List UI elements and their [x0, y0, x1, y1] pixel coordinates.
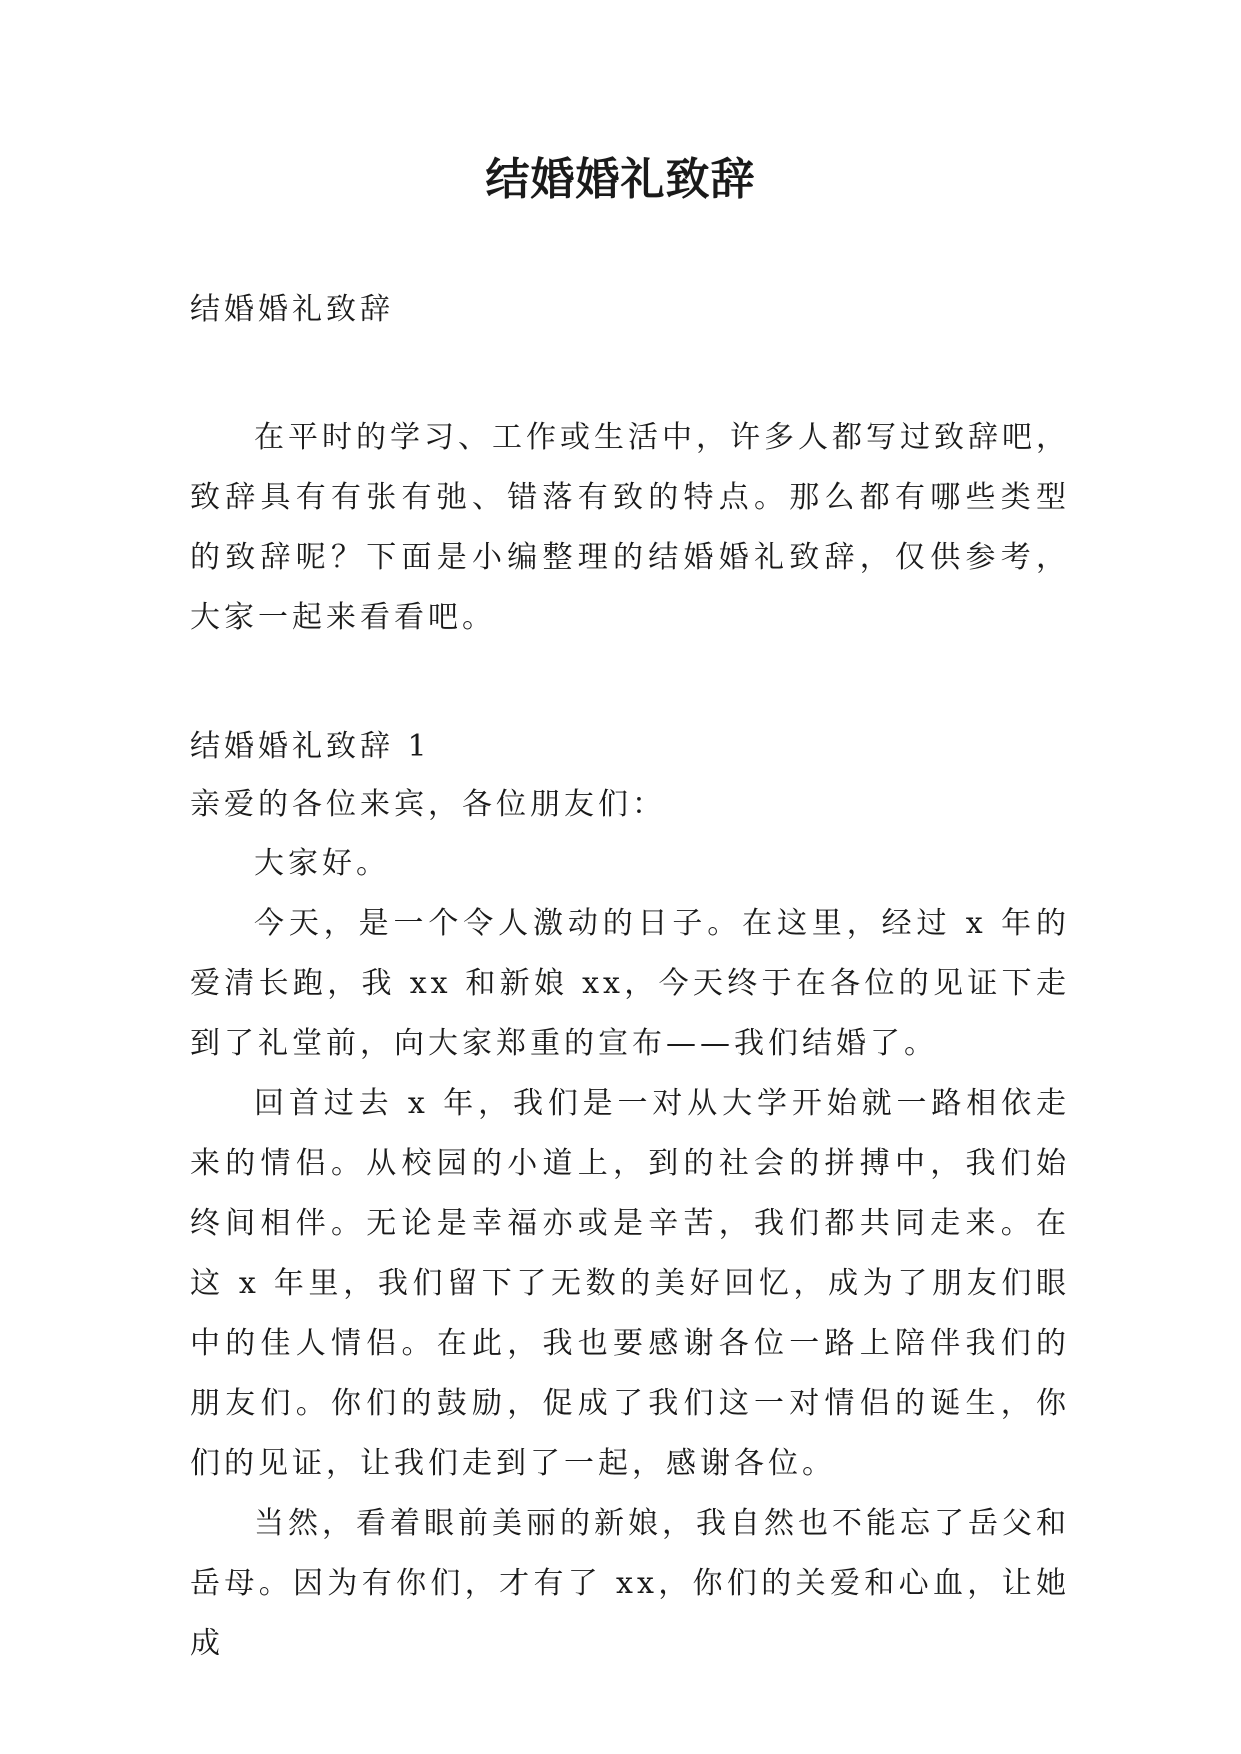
- document-title: 结婚婚礼致辞: [485, 154, 756, 205]
- section-heading: 结婚婚礼致辞 1: [190, 729, 431, 764]
- body-paragraph-parents: 当然，看着眼前美丽的新娘，我自然也不能忘了岳父和岳母。因为有你们，才有了 xx，你们的关爱和心血，让她成: [190, 1506, 1070, 1661]
- body-paragraph-today: 今天，是一个令人激动的日子。在这里，经过 x 年的爱清长跑，我 xx 和新娘 xx，今天终于在各位的见证下走到了礼堂前，向大家郑重的宣布——我们结婚了。: [190, 906, 1070, 1061]
- intro-paragraph: 在平时的学习、工作或生活中，许多人都写过致辞吧，致辞具有有张有弛、错落有致的特点。那么都有哪些类型的致辞呢？下面是小编整理的结婚婚礼致辞，仅供参考，大家一起来看看吧。: [190, 420, 1070, 635]
- body-paragraph-retrospect: 回首过去 x 年，我们是一对从大学开始就一路相依走来的情侣。从校园的小道上，到的社会的拼搏中，我们始终间相伴。无论是幸福亦或是辛苦，我们都共同走来。在这 x 年里，我们留下了无数的美好回忆，成为了朋友们眼中的佳人情侣。在此，我也要感谢各位一路上陪伴我们的朋友们。你们的鼓励，促成了我们这一对情侣的诞生，你们的见证，让我们走到了一起，感谢各位。: [190, 1086, 1070, 1481]
- document-subtitle: 结婚婚礼致辞: [190, 292, 394, 327]
- document-body: [190, 290, 1070, 1674]
- salutation: 亲爱的各位来宾，各位朋友们：: [190, 787, 666, 822]
- body-paragraph-greeting: 大家好。: [254, 846, 390, 881]
